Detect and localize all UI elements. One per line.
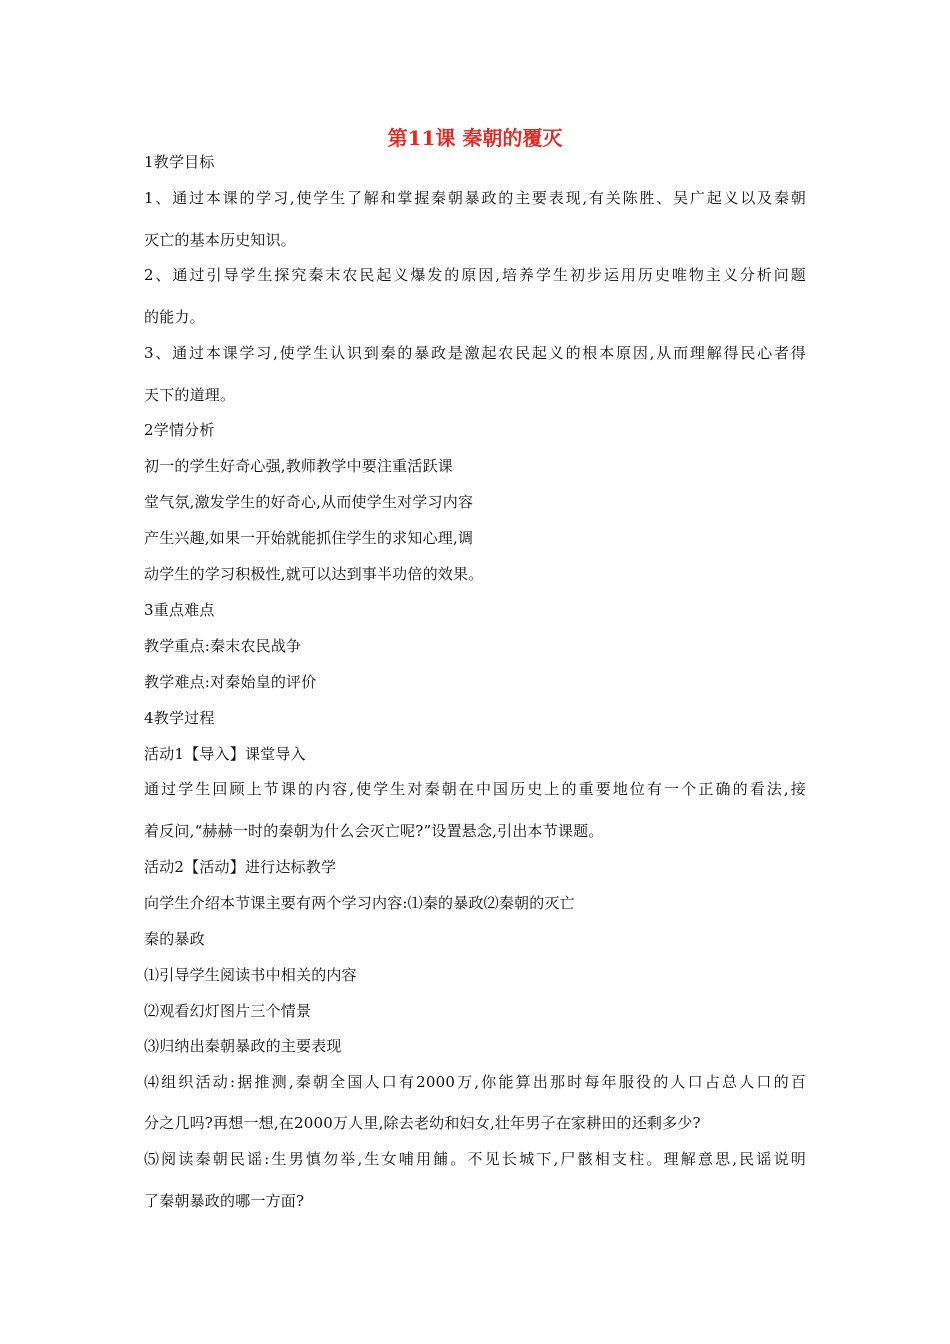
paragraph-line: 教学难点:对秦始皇的评价 xyxy=(144,673,317,691)
paragraph-line: 的能力。 xyxy=(144,308,205,326)
paragraph-line: 3、通过本课学习,使学生认识到秦的暴政是激起农民起义的根本原因,从而理解得民心者得 xyxy=(144,344,806,362)
page-title: 第11课 秦朝的覆灭 xyxy=(387,126,563,150)
paragraph-line: 堂气氛,激发学生的好奇心,从而使学生对学习内容 xyxy=(144,493,474,511)
paragraph-line: 通过学生回顾上节课的内容,使学生对秦朝在中国历史上的重要地位有一个正确的看法,接 xyxy=(144,780,806,798)
list-item-continuation: 分之几吗?再想一想,在2000万人里,除去老幼和妇女,壮年男子在家耕田的还剩多少? xyxy=(144,1114,701,1132)
paragraph-line: 灭亡的基本历史知识。 xyxy=(144,231,297,249)
paragraph-line: 1、通过本课的学习,使学生了解和掌握秦朝暴政的主要表现,有关陈胜、吴广起义以及秦朝 xyxy=(144,189,806,207)
activity-heading: 活动2【活动】进行达标教学 xyxy=(144,858,337,876)
section-heading-analysis: 2学情分析 xyxy=(144,421,215,439)
activity-heading: 活动1【导入】课堂导入 xyxy=(144,745,306,763)
list-item: ⑶归纳出秦朝暴政的主要表现 xyxy=(144,1037,342,1055)
subheading: 秦的暴政 xyxy=(144,930,205,948)
section-heading-key-points: 3重点难点 xyxy=(144,601,215,619)
paragraph-line: 教学重点:秦末农民战争 xyxy=(144,637,302,655)
list-item: ⑵观看幻灯图片三个情景 xyxy=(144,1002,312,1020)
paragraph-line: 初一的学生好奇心强,教师教学中要注重活跃课 xyxy=(144,457,453,475)
paragraph-line: 产生兴趣,如果一开始就能抓住学生的求知心理,调 xyxy=(144,529,474,547)
paragraph-line: 向学生介绍本节课主要有两个学习内容:⑴秦的暴政⑵秦朝的灭亡 xyxy=(144,894,575,912)
paragraph-line: 天下的道理。 xyxy=(144,386,236,404)
list-item: ⑸阅读秦朝民谣:生男慎勿举,生女哺用餔。不见长城下,尸骸相支柱。理解意思,民谣说明 xyxy=(144,1150,806,1168)
paragraph-line: 动学生的学习积极性,就可以达到事半功倍的效果。 xyxy=(144,565,484,583)
paragraph-line: 2、通过引导学生探究秦末农民起义爆发的原因,培养学生初步运用历史唯物主义分析问题 xyxy=(144,266,806,284)
list-item: ⑴引导学生阅读书中相关的内容 xyxy=(144,966,357,984)
section-heading-process: 4教学过程 xyxy=(144,709,215,727)
list-item-continuation: 了秦朝暴政的哪一方面? xyxy=(144,1192,305,1210)
list-item: ⑷组织活动:据推测,秦朝全国人口有2000万,你能算出那时每年服役的人口占总人口的百 xyxy=(144,1073,806,1091)
paragraph-line: 着反问,“赫赫一时的秦朝为什么会灭亡呢?”设置悬念,引出本节课题。 xyxy=(144,822,604,840)
section-heading-objectives: 1教学目标 xyxy=(144,153,215,171)
